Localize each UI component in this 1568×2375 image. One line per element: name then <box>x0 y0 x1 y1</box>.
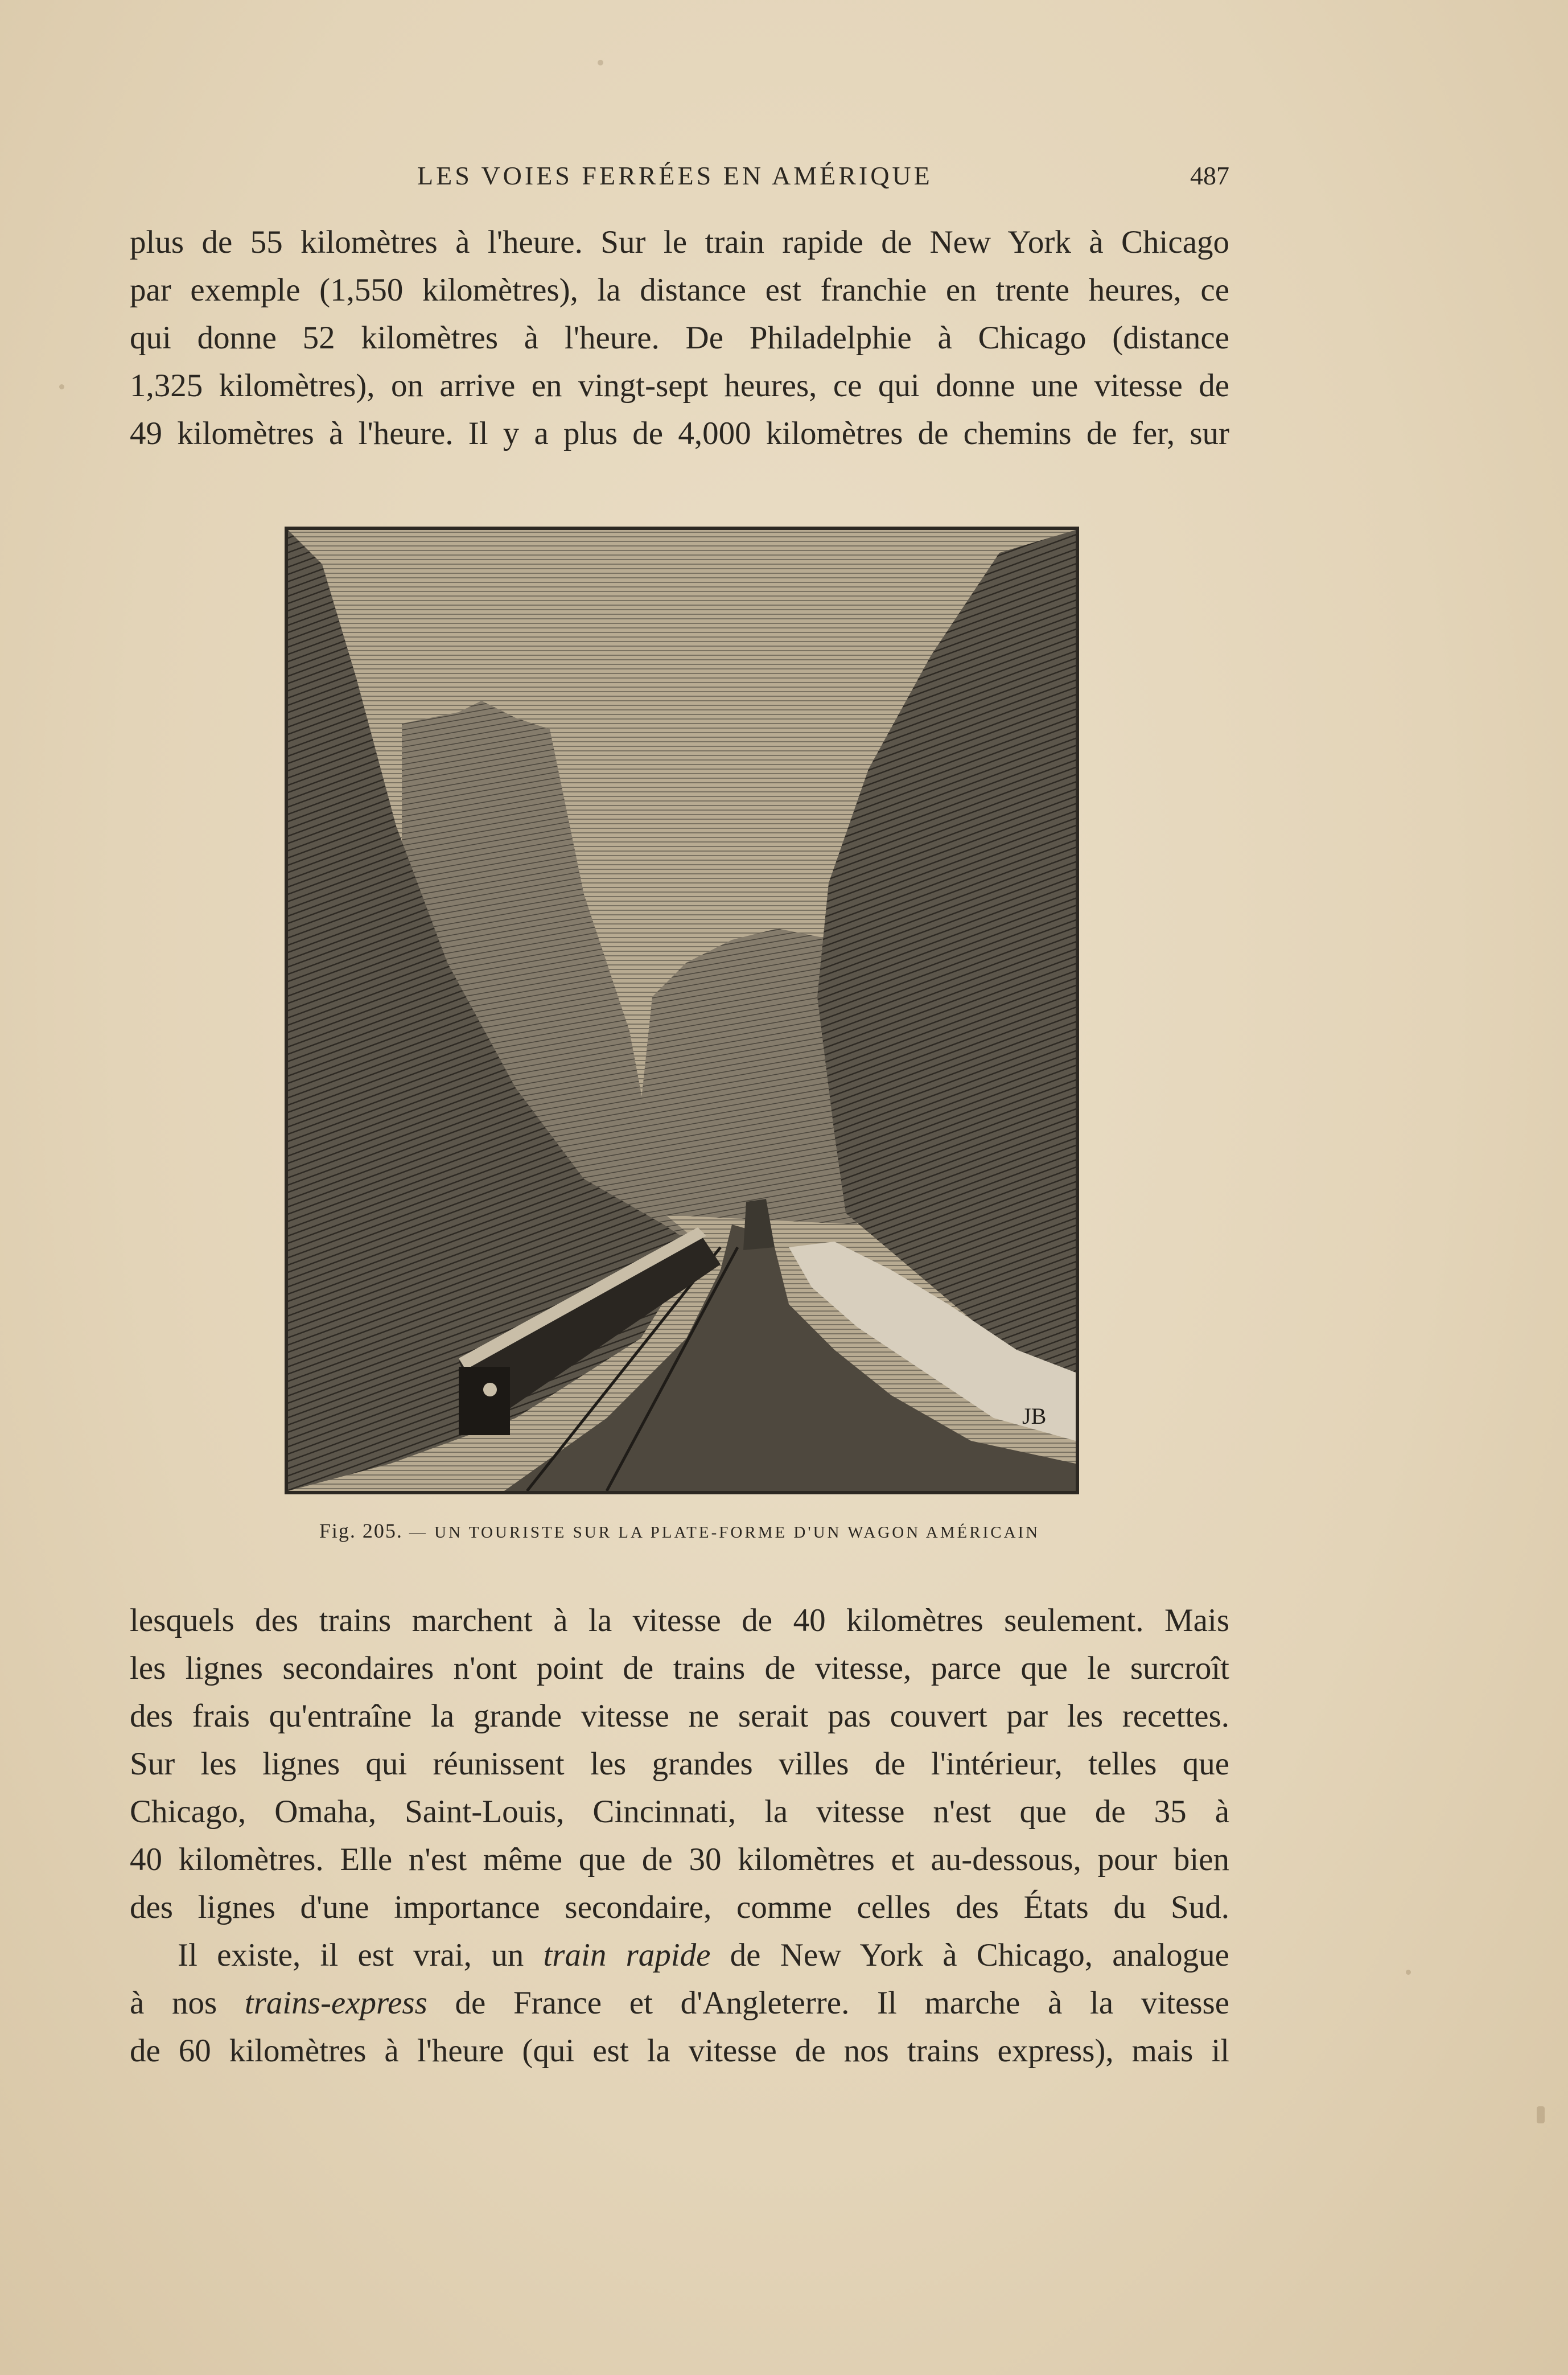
text-line: par exemple (1,550 kilomètres), la distance est franchie en trente heures, ce <box>130 272 1229 308</box>
running-head-title: LES VOIES FERRÉES EN AMÉRIQUE <box>417 161 933 190</box>
italic-run: trains-express <box>244 1985 427 2021</box>
text-line: Chicago, Omaha, Saint-Louis, Cincinnati, la vitesse n'est que de 35 à <box>130 1794 1229 1830</box>
ink-speck <box>1537 2106 1545 2123</box>
text-line: Sur les lignes qui réunissent les grandes villes de l'intérieur, telles que <box>130 1746 1229 1782</box>
text-run: à nos <box>130 1985 245 2021</box>
page-number: 487 <box>1190 161 1229 190</box>
running-head <box>130 161 1229 195</box>
figure-caption <box>130 1519 1229 1543</box>
text-run: de New York à Chicago, analogue <box>710 1937 1229 1973</box>
engraving-figure <box>285 527 1079 1494</box>
engraver-monogram: JB <box>1022 1403 1047 1429</box>
text-run: Il existe, il est vrai, un <box>178 1937 544 1973</box>
last-paragraph <box>130 1932 1229 2075</box>
caption-text: — UN TOURISTE SUR LA PLATE-FORME D'UN WAGON AMÉRICAIN <box>409 1523 1040 1542</box>
rear-platform <box>459 1367 510 1435</box>
italic-run: train rapide <box>543 1937 711 1973</box>
ink-speck <box>1406 1970 1411 1975</box>
text-line <box>130 1932 1229 1979</box>
text-line: de 60 kilomètres à l'heure (qui est la vitesse de nos trains express), mais il <box>130 2033 1229 2069</box>
text-line: 1,325 kilomètres), on arrive en vingt-sept heures, ce qui donne une vitesse de <box>130 368 1229 404</box>
top-paragraph <box>130 219 1229 458</box>
text-line: 40 kilomètres. Elle n'est même que de 30 kilomètres et au-dessous, pour bien <box>130 1842 1229 1877</box>
text-line: 49 kilomètres à l'heure. Il y a plus de 4,000 kilomètres de chemins de fer, sur <box>130 416 1229 451</box>
tourist-figure <box>483 1383 497 1396</box>
text-line: lesquels des trains marchent à la vitesse de 40 kilomètres seulement. Mais <box>130 1602 1229 1638</box>
caption-number: Fig. 205. <box>319 1519 403 1542</box>
ink-speck <box>598 60 603 65</box>
text-line: les lignes secondaires n'ont point de trains de vitesse, parce que le surcroît <box>130 1650 1229 1686</box>
text-line: qui donne 52 kilomètres à l'heure. De Philadelphie à Chicago (distance <box>130 320 1229 356</box>
canyon-railway-engraving <box>288 530 1076 1491</box>
ink-speck <box>59 384 64 389</box>
text-line <box>130 1979 1229 2027</box>
text-run: de France et d'Angleterre. Il marche à la vitesse <box>427 1985 1229 2021</box>
text-line: des lignes d'une importance secondaire, comme celles des États du Sud. <box>130 1889 1229 1925</box>
text-line: plus de 55 kilomètres à l'heure. Sur le train rapide de New York à Chicago <box>130 224 1229 260</box>
text-line: des frais qu'entraîne la grande vitesse ne serait pas couvert par les recettes. <box>130 1698 1229 1734</box>
bottom-paragraph <box>130 1597 1229 1932</box>
